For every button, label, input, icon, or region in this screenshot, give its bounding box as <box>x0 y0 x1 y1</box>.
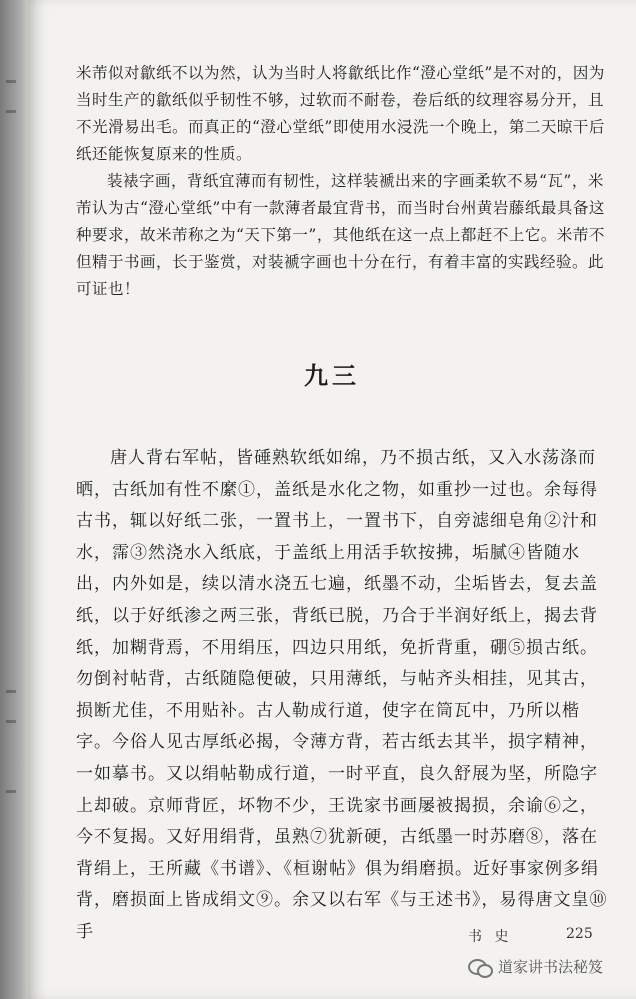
wechat-icon <box>468 957 492 977</box>
book-page <box>28 0 636 999</box>
paragraph-1: 米芾似对歙纸不以为然，认为当时人将歙纸比作“澄心堂纸”是不对的，因为当时生产的歙纸似乎韧性不够，过软而不耐卷，卷后纸的纹理容易分开，且不光滑易出毛。而真正的“澄心堂纸”即使用水浸洗一个晚上，第二天晾干后纸还能恢复原来的性质。 <box>76 64 605 163</box>
page-edge-mark <box>6 80 16 83</box>
previous-page-edge <box>0 0 28 999</box>
watermark-text: 道家讲书法秘笈 <box>498 958 604 976</box>
main-paragraph: 唐人背右军帖，皆硾熟软纸如绵，乃不损古纸，又入水荡涤而晒，古纸加有性不縻①，盖纸是水化之物，如重抄一过也。余每得古书，辄以好纸二张，一置书上，一置书下，自旁滤细皂角②汁和水，霈③然浇水入纸底，于盖纸上用活手软按拂，垢腻④皆随水出，内外如是，续以清水浇五七遍，纸墨不动，尘垢皆去，复去盖纸，以于好纸渗之两三张，背纸已脱，乃合于半润好纸上，揭去背纸，加糊背焉，不用绢压，四边只用纸，免折背重，硼⑤损古纸。勿倒衬帖背，古纸随隐便破，只用薄纸，与帖齐头相挂，见其古，损断尤佳，不用贴补。古人勒成行道，使字在筒瓦中，乃所以楷字。今俗人见古厚纸必揭，令薄方背，若古纸去其半，损字精神，一如摹书。又以绢帖勒成行道，一时平直，良久舒展为坚，所隐字上却破。京师背匠，坏物不少，王诜家书画屡被揭损，余谕⑥之，今不复揭。又好用绢背，虽熟⑦犹新硬，古纸墨一时苏磨⑧，落在背绢上，王所藏《书谱》、《桓谢帖》俱为绢磨损。近好事家例多绢背，磨损面上皆成绢文⑨。余又以右军《与王述书》，易得唐文皇⑩手 <box>76 448 608 942</box>
paragraph-2: 装裱字画，背纸宜薄而有韧性，这样装褫出来的字画柔软不易“瓦”，米芾认为古“澄心堂纸”中有一款薄者最宜背书，而当时台州黄岩藤纸最具备这种要求，故米芾称之为“天下第一”，其他纸在这一点上都赶不上它。米芾不但精于书画，长于鉴赏，对装褫字画也十分在行，有着丰富的实践经验。此可证也！ <box>76 172 605 298</box>
page-number: 225 <box>566 926 593 942</box>
page-edge-mark <box>6 720 16 723</box>
page-edge-mark <box>6 690 16 693</box>
page-edge-mark <box>6 790 16 793</box>
running-footer-title: 书 史 <box>468 929 513 945</box>
top-text-block <box>76 60 612 303</box>
page-edge-mark <box>6 110 16 113</box>
section-title: 九三 <box>304 361 360 390</box>
watermark <box>468 956 603 977</box>
